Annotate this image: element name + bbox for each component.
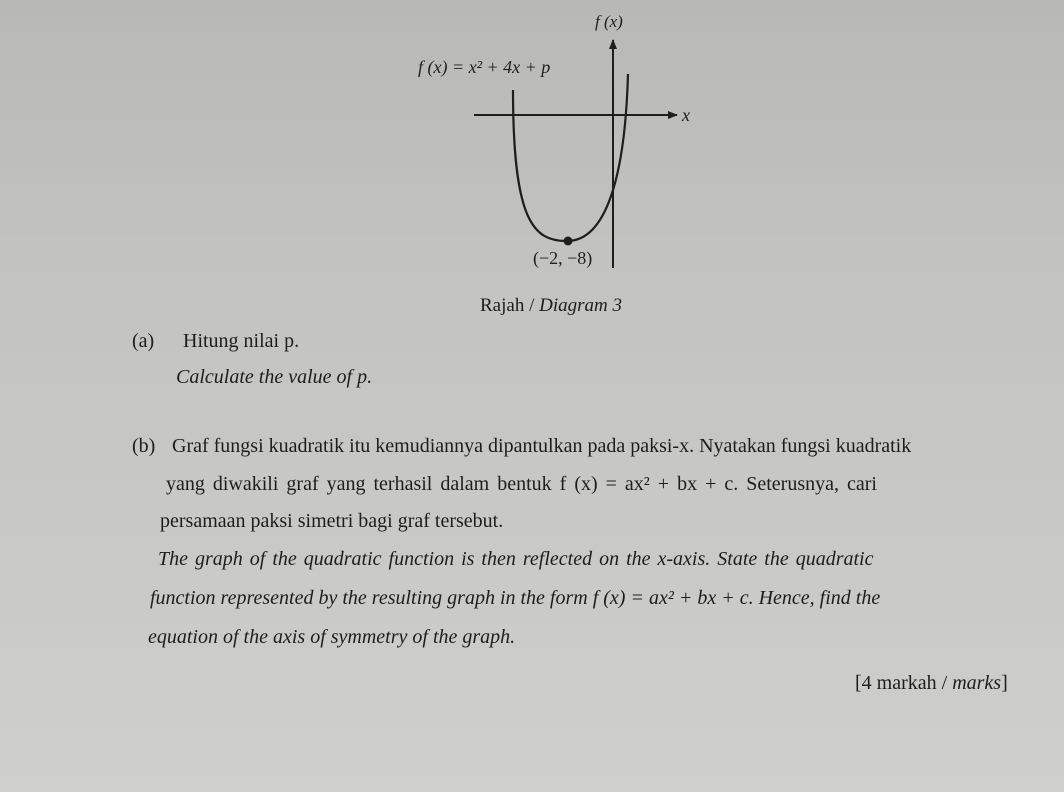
marks-label xyxy=(855,672,1008,695)
diagram-caption xyxy=(480,295,622,317)
parabola-diagram xyxy=(0,0,1064,300)
marks-close: ] xyxy=(1001,672,1008,694)
parabola-curve xyxy=(513,74,628,241)
question-b-ms-line-2: yang diwakili graf yang terhasil dalam bentuk f (x) = ax² + bx + c. Seterusnya, cari xyxy=(166,473,877,495)
question-a-text-ms: Hitung nilai p. xyxy=(183,330,300,352)
question-b-label: (b) xyxy=(132,435,156,457)
vertex-point xyxy=(564,237,573,246)
marks-ms: [4 markah / xyxy=(855,672,953,694)
vertex-label: (−2, −8) xyxy=(533,248,593,268)
function-label: f (x) = x² + 4x + p xyxy=(418,57,551,77)
caption-en: Diagram 3 xyxy=(539,295,622,316)
question-b-en-line-2: function represented by the resulting graph in the form f (x) = ax² + bx + c. Hence, find the xyxy=(150,587,881,609)
question-b-en-line-3: equation of the axis of symmetry of the graph. xyxy=(148,626,516,648)
question-a-text-en: Calculate the value of p. xyxy=(176,366,373,388)
caption-ms: Rajah / xyxy=(480,295,540,316)
y-axis-label: f (x) xyxy=(595,12,623,31)
question-b-ms-line-3: persamaan paksi simetri bagi graf tersebut. xyxy=(160,510,504,532)
question-a-label: (a) xyxy=(132,330,155,352)
marks-en: marks xyxy=(952,672,1002,694)
question-b-ms-line-1: Graf fungsi kuadratik itu kemudiannya dipantulkan pada paksi-x. Nyatakan fungsi kuadratik xyxy=(172,435,912,457)
question-b-en-line-1: The graph of the quadratic function is then reflected on the x-axis. State the quadratic xyxy=(158,548,874,570)
x-axis-label: x xyxy=(682,105,690,125)
